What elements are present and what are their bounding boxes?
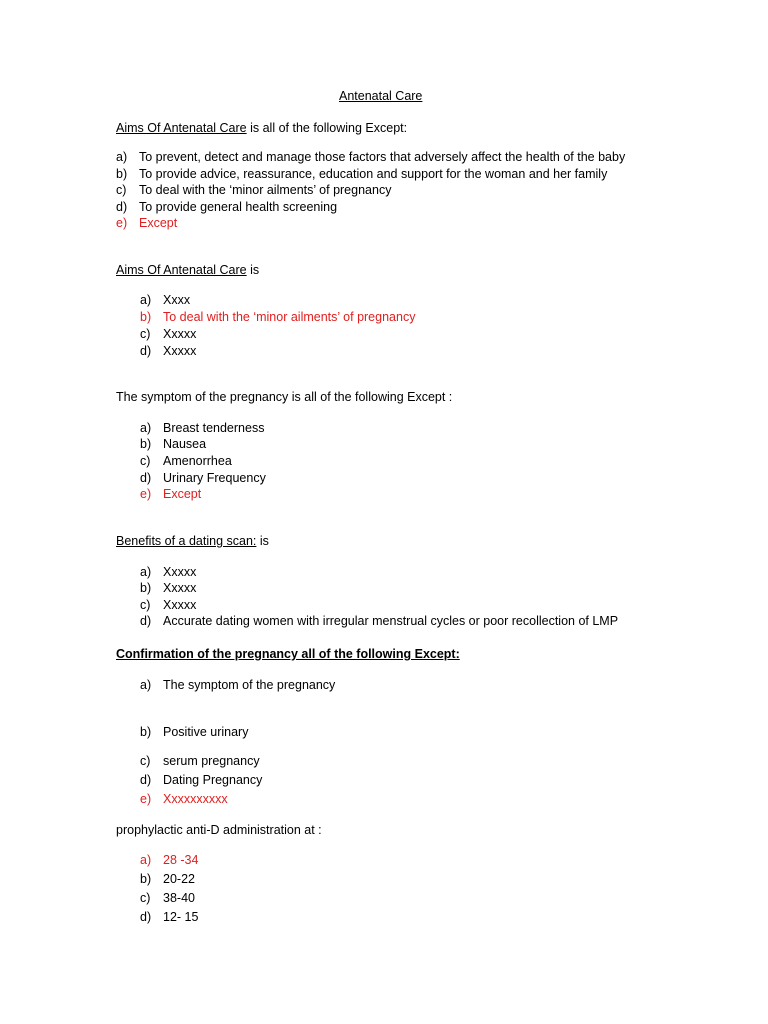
option-text-answer: Except [139, 216, 178, 230]
option-text: serum pregnancy [163, 754, 260, 768]
question-2-heading-rest: is [246, 263, 260, 277]
option-letter: a) [140, 421, 152, 435]
option-letter: d) [140, 910, 152, 924]
option-letter: c) [140, 891, 151, 905]
option-text: Xxxxx [163, 344, 197, 358]
option-letter: c) [140, 327, 151, 341]
option-text: Dating Pregnancy [163, 773, 263, 787]
option-text-answer: 28 -34 [163, 853, 199, 867]
option-text: Nausea [163, 437, 207, 451]
question-1-heading [116, 122, 407, 135]
option-letter: a) [140, 565, 152, 579]
option-letter: d) [140, 773, 152, 787]
option-letter: b) [140, 872, 152, 886]
option-text: 38-40 [163, 891, 195, 905]
question-2-heading [116, 264, 259, 277]
option-text: Positive urinary [163, 725, 249, 739]
option-letter-answer: e) [140, 792, 152, 806]
question-4-heading [116, 535, 269, 548]
page-title: Antenatal Care [339, 89, 423, 103]
option-text: 12- 15 [163, 910, 199, 924]
option-text: To deal with the ‘minor ailments’ of pregnancy [139, 183, 392, 197]
option-text: Accurate dating women with irregular menstrual cycles or poor recollection of LMP [163, 614, 619, 628]
option-letter: c) [140, 454, 151, 468]
option-text: 20-22 [163, 872, 195, 886]
question-3-heading: The symptom of the pregnancy is all of the following Except : [116, 390, 453, 404]
question-1-heading-rest: is all of the following Except: [246, 121, 408, 135]
option-letter: d) [140, 614, 152, 628]
option-letter: d) [140, 471, 152, 485]
option-text: Xxxxx [163, 581, 197, 595]
option-letter-answer: e) [140, 487, 152, 501]
option-letter: b) [116, 167, 128, 181]
option-text: To provide general health screening [139, 200, 338, 214]
option-letter: a) [140, 678, 152, 692]
option-letter-answer: b) [140, 310, 152, 324]
option-letter: c) [140, 754, 151, 768]
option-text-answer: Except [163, 487, 202, 501]
option-text: To prevent, detect and manage those factors that adversely affect the health of the baby [139, 150, 626, 164]
question-4-heading-underlined: Benefits of a dating scan: [116, 534, 257, 548]
option-letter: b) [140, 581, 152, 595]
option-letter: b) [140, 437, 152, 451]
option-letter: c) [116, 183, 127, 197]
option-text: Breast tenderness [163, 421, 265, 435]
option-text: Urinary Frequency [163, 471, 266, 485]
option-letter: a) [116, 150, 128, 164]
option-text-answer: Xxxxxxxxxx [163, 792, 228, 806]
option-letter: b) [140, 725, 152, 739]
question-6-heading: prophylactic anti-D administration at : [116, 823, 322, 837]
option-text: Xxxxx [163, 565, 197, 579]
option-letter-answer: e) [116, 216, 128, 230]
question-1-heading-underlined: Aims Of Antenatal Care [116, 121, 247, 135]
option-text-answer: To deal with the ‘minor ailments’ of pregnancy [163, 310, 416, 324]
option-text: To provide advice, reassurance, education and support for the woman and her family [139, 167, 608, 181]
option-letter: c) [140, 598, 151, 612]
option-text: Xxxxx [163, 598, 197, 612]
option-letter: d) [140, 344, 152, 358]
option-letter-answer: a) [140, 853, 152, 867]
question-2-heading-underlined: Aims Of Antenatal Care [116, 263, 247, 277]
option-letter: a) [140, 293, 152, 307]
question-4-heading-rest: is [256, 534, 269, 548]
option-text: The symptom of the pregnancy [163, 678, 336, 692]
option-text: Xxxx [163, 293, 191, 307]
option-text: Amenorrhea [163, 454, 232, 468]
option-text: Xxxxx [163, 327, 197, 341]
option-letter: d) [116, 200, 128, 214]
question-5-heading: Confirmation of the pregnancy all of the following Except: [116, 647, 460, 661]
